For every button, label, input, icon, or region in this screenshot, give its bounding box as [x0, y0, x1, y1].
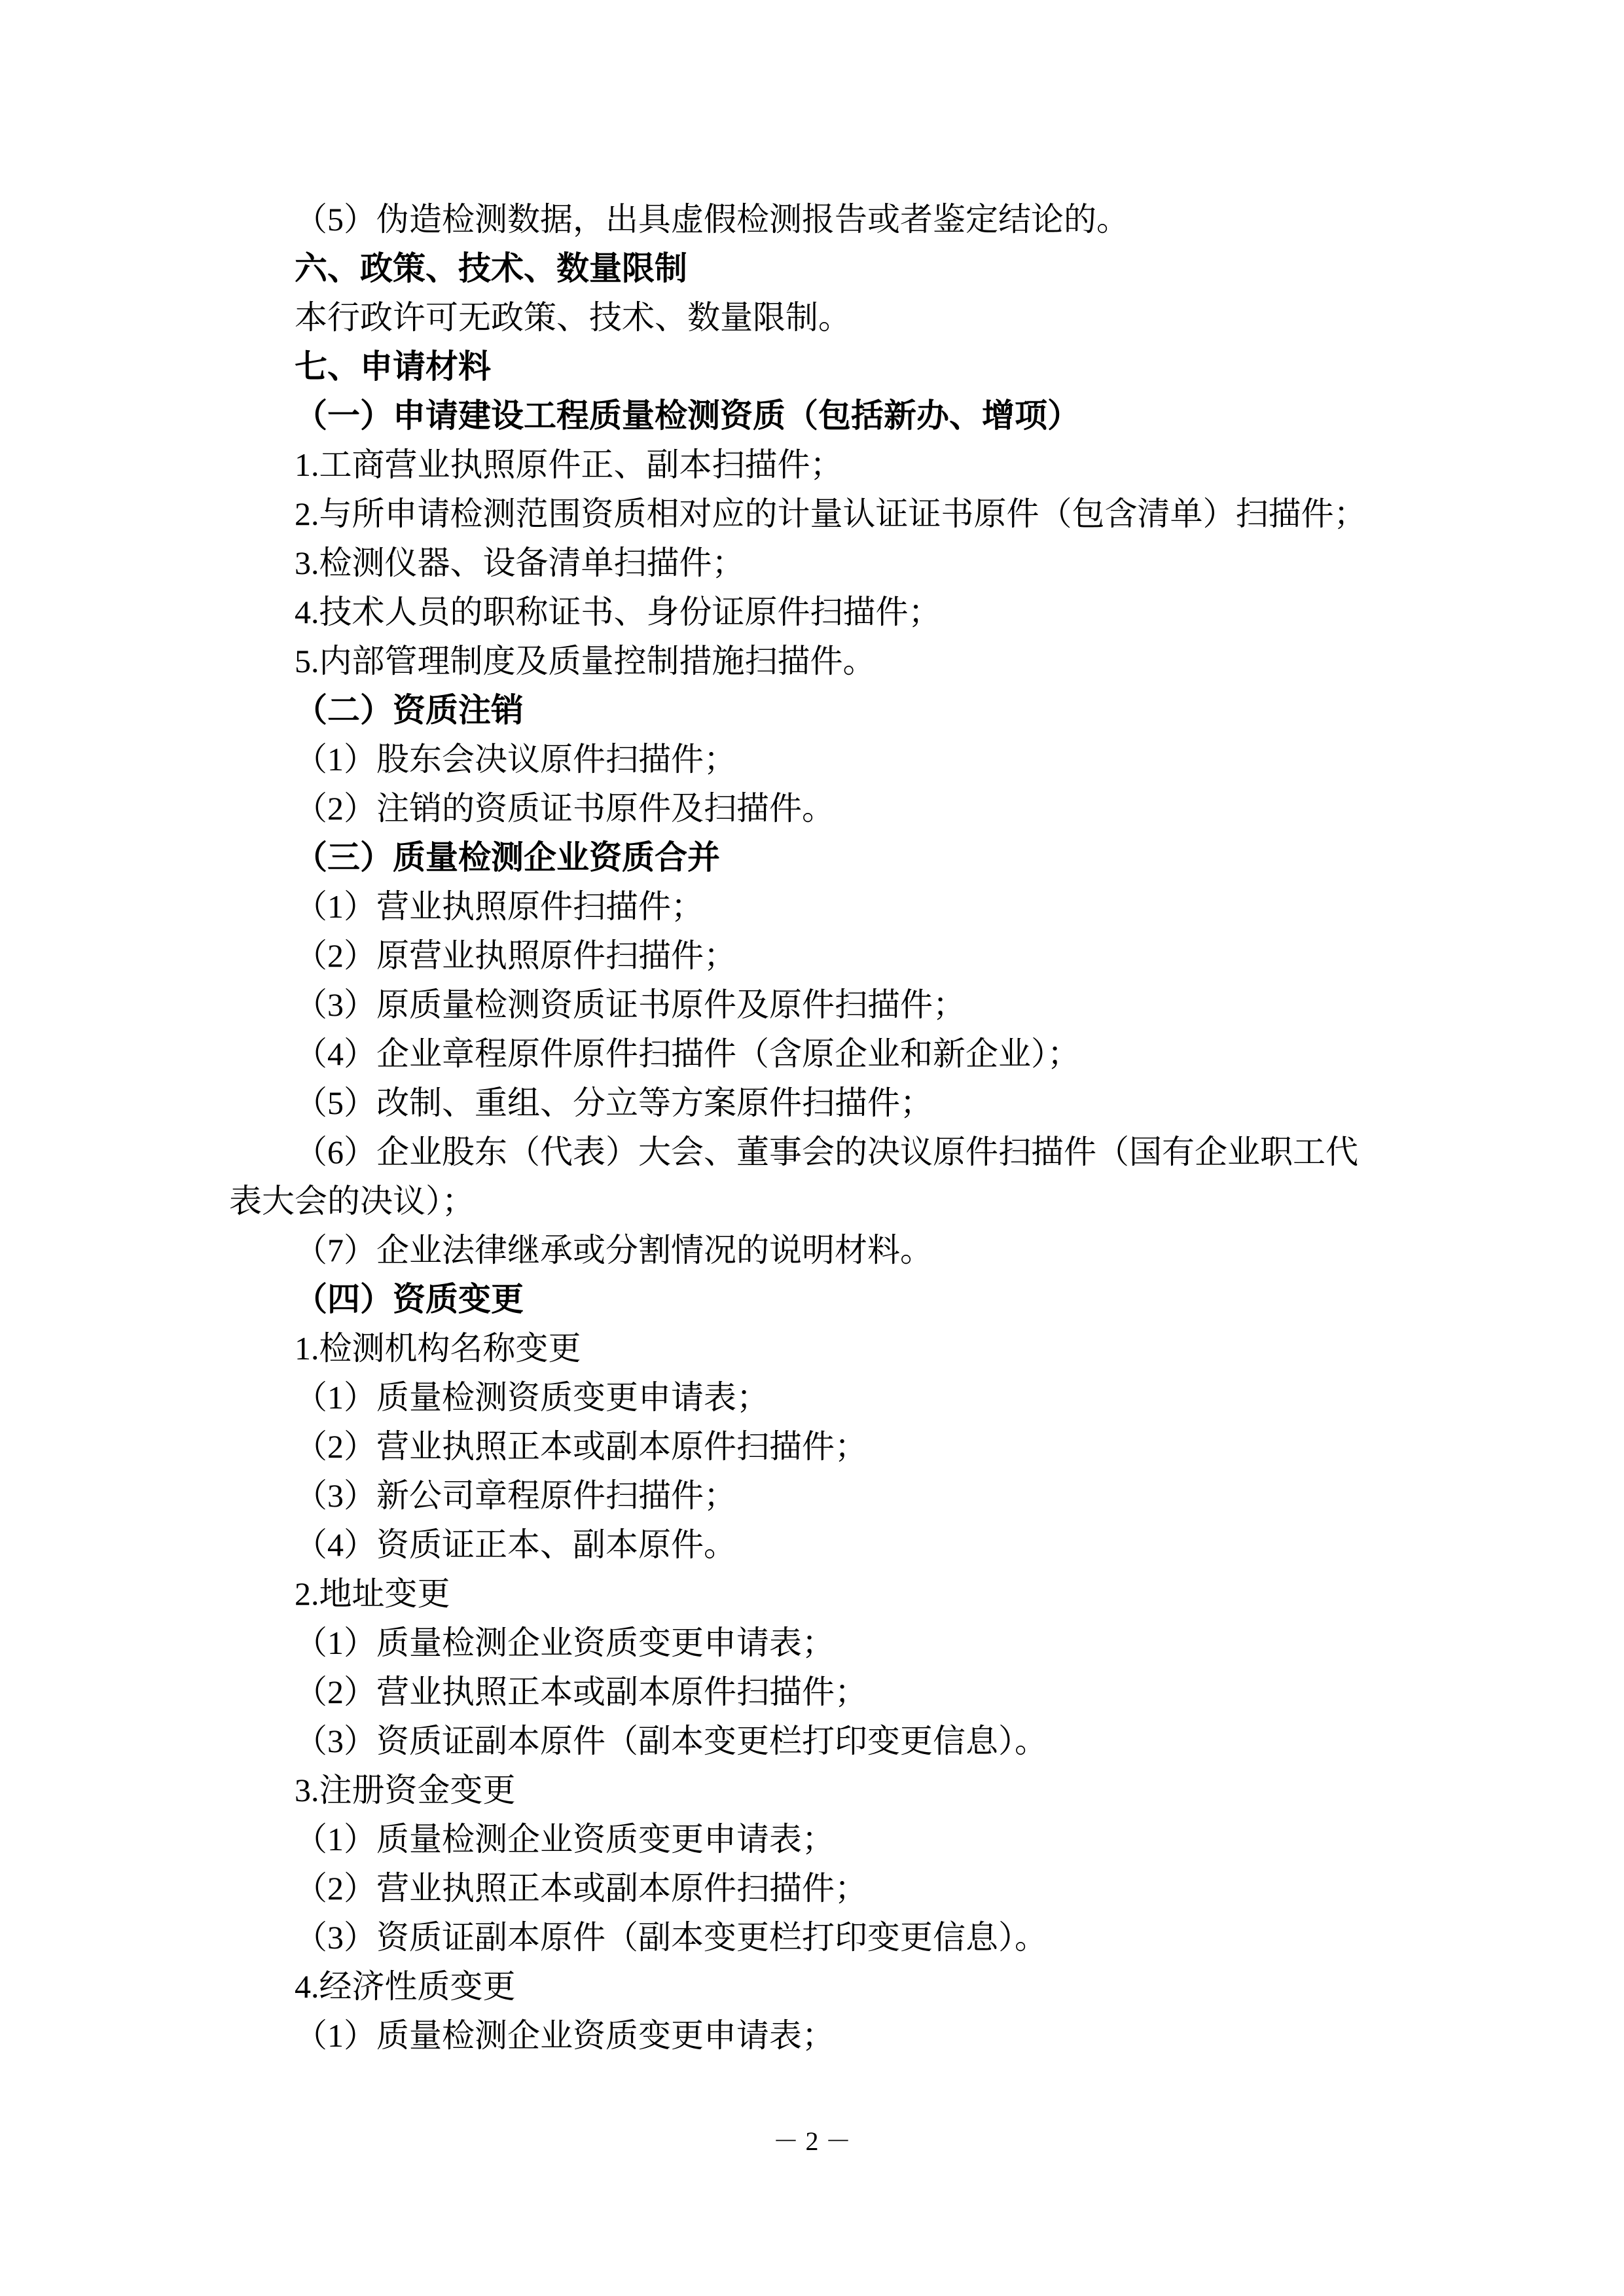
text-line: （1）质量检测资质变更申请表；	[295, 1379, 769, 1416]
text-line: 4.技术人员的职称证书、身份证原件扫描件；	[295, 594, 941, 630]
text-line: （1）股东会决议原件扫描件；	[295, 741, 736, 778]
text-line: 5.内部管理制度及质量控制措施扫描件。	[295, 643, 876, 679]
text-line: （一）申请建设工程质量检测资质（包括新办、增项）	[295, 397, 1080, 435]
text-line: 六、政策、技术、数量限制	[295, 249, 687, 287]
text-line: （2）营业执照正本或副本原件扫描件；	[295, 1674, 867, 1710]
text-line: 2.地址变更	[295, 1575, 450, 1612]
text-line: 3.检测仪器、设备清单扫描件；	[295, 545, 745, 581]
page-number: － 2 －	[772, 2126, 852, 2156]
text-line: 1.检测机构名称变更	[295, 1330, 581, 1367]
text-line: 本行政许可无政策、技术、数量限制。	[295, 299, 851, 336]
text-line: （3）资质证副本原件（副本变更栏打印变更信息）。	[295, 1919, 1047, 1956]
text-line: 4.经济性质变更	[295, 1968, 516, 2005]
text-line: （2）注销的资质证书原件及扫描件。	[295, 790, 835, 827]
text-line: （3）原质量检测资质证书原件及原件扫描件；	[295, 986, 965, 1023]
text-line: （4）资质证正本、副本原件。	[295, 1526, 736, 1563]
text-line: （2）营业执照正本或副本原件扫描件；	[295, 1870, 867, 1907]
text-line: 2.与所申请检测范围资质相对应的计量认证证书原件（包含清单）扫描件；	[295, 495, 1367, 532]
text-line: 表大会的决议）；	[229, 1183, 475, 1219]
text-line: （4）企业章程原件原件扫描件（含原企业和新企业）；	[295, 1035, 1080, 1072]
text-line: （3）资质证副本原件（副本变更栏打印变更信息）。	[295, 1723, 1047, 1759]
text-line: （1）质量检测企业资质变更申请表；	[295, 1821, 835, 1857]
text-line: （1）质量检测企业资质变更申请表；	[295, 1624, 835, 1661]
text-line: （6）企业股东（代表）大会、董事会的决议原件扫描件（国有企业职工代	[295, 1134, 1358, 1170]
text-line: 1.工商营业执照原件正、副本扫描件；	[295, 446, 843, 483]
text-line: （2）营业执照正本或副本原件扫描件；	[295, 1428, 867, 1465]
text-line: （7）企业法律继承或分割情况的说明材料。	[295, 1232, 933, 1268]
text-line: （3）新公司章程原件扫描件；	[295, 1477, 736, 1514]
text-line: （5）改制、重组、分立等方案原件扫描件；	[295, 1085, 933, 1121]
text-line: （1）营业执照原件扫描件；	[295, 888, 704, 925]
text-line: 七、申请材料	[295, 348, 491, 386]
text-line: （四）资质变更	[295, 1280, 524, 1318]
text-line: （1）质量检测企业资质变更申请表；	[295, 2017, 835, 2054]
document-body	[229, 195, 1407, 2060]
text-line: 3.注册资金变更	[295, 1772, 516, 1808]
text-line: （三）质量检测企业资质合并	[295, 838, 720, 876]
text-line: （二）资质注销	[295, 691, 524, 729]
text-line: （5）伪造检测数据，出具虚假检测报告或者鉴定结论的。	[295, 201, 1129, 238]
text-line: （2）原营业执照原件扫描件；	[295, 937, 736, 974]
